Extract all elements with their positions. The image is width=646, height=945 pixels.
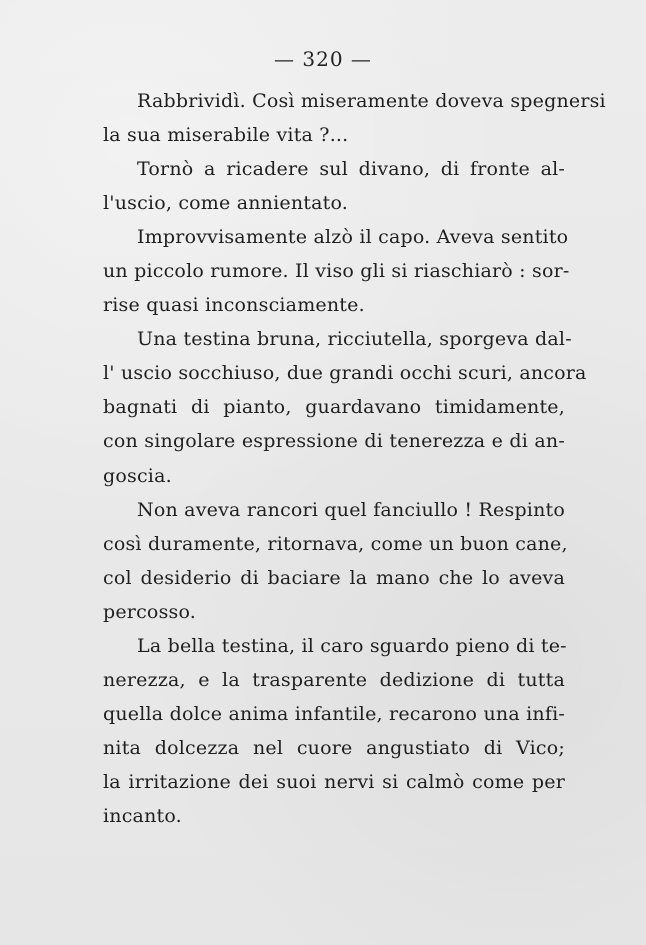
text-line: Tornò a ricadere sul divano, di fronte al- — [137, 158, 565, 181]
text-line: Improvvisamente alzò il capo. Aveva sentito — [137, 226, 569, 249]
page-text — [103, 84, 606, 833]
text-line: Rabbrividì. Così miseramente doveva spegnersi — [137, 90, 606, 112]
text-line: Una testina bruna, ricciutella, sporgeva dal- — [137, 328, 572, 351]
text-line: un piccolo rumore. Il viso gli si riaschiarò : sor- — [103, 260, 570, 283]
text-line: l' uscio socchiuso, due grandi occhi scuri, ancora — [103, 362, 587, 385]
text-line: Non aveva rancori quel fanciullo ! Respinto — [137, 498, 565, 521]
text-line: con singolare espressione di tenerezza e di an- — [103, 430, 565, 453]
text-line: nerezza, e la trasparente dedizione di tutta — [103, 668, 565, 691]
text-line: incanto. — [103, 804, 182, 827]
text-line: la sua miserabile vita ?... — [103, 124, 349, 147]
text-line: l'uscio, come annientato. — [103, 192, 349, 215]
page-number: — 320 — — [274, 47, 372, 71]
text-line: quella dolce anima infantile, recarono una infi- — [103, 702, 565, 725]
text-line: rise quasi inconsciamente. — [103, 294, 365, 317]
text-line: percosso. — [103, 600, 197, 623]
text-line: bagnati di pianto, guardavano timidamente, — [103, 396, 565, 419]
text-line: La bella testina, il caro sguardo pieno di te- — [137, 634, 567, 657]
text-line: goscia. — [103, 464, 172, 487]
text-line: col desiderio di baciare la mano che lo aveva — [103, 566, 565, 589]
text-line: così duramente, ritornava, come un buon cane, — [103, 532, 568, 555]
text-line: nita dolcezza nel cuore angustiato di Vico; — [103, 736, 565, 759]
text-line: la irritazione dei suoi nervi si calmò come per — [103, 770, 565, 793]
